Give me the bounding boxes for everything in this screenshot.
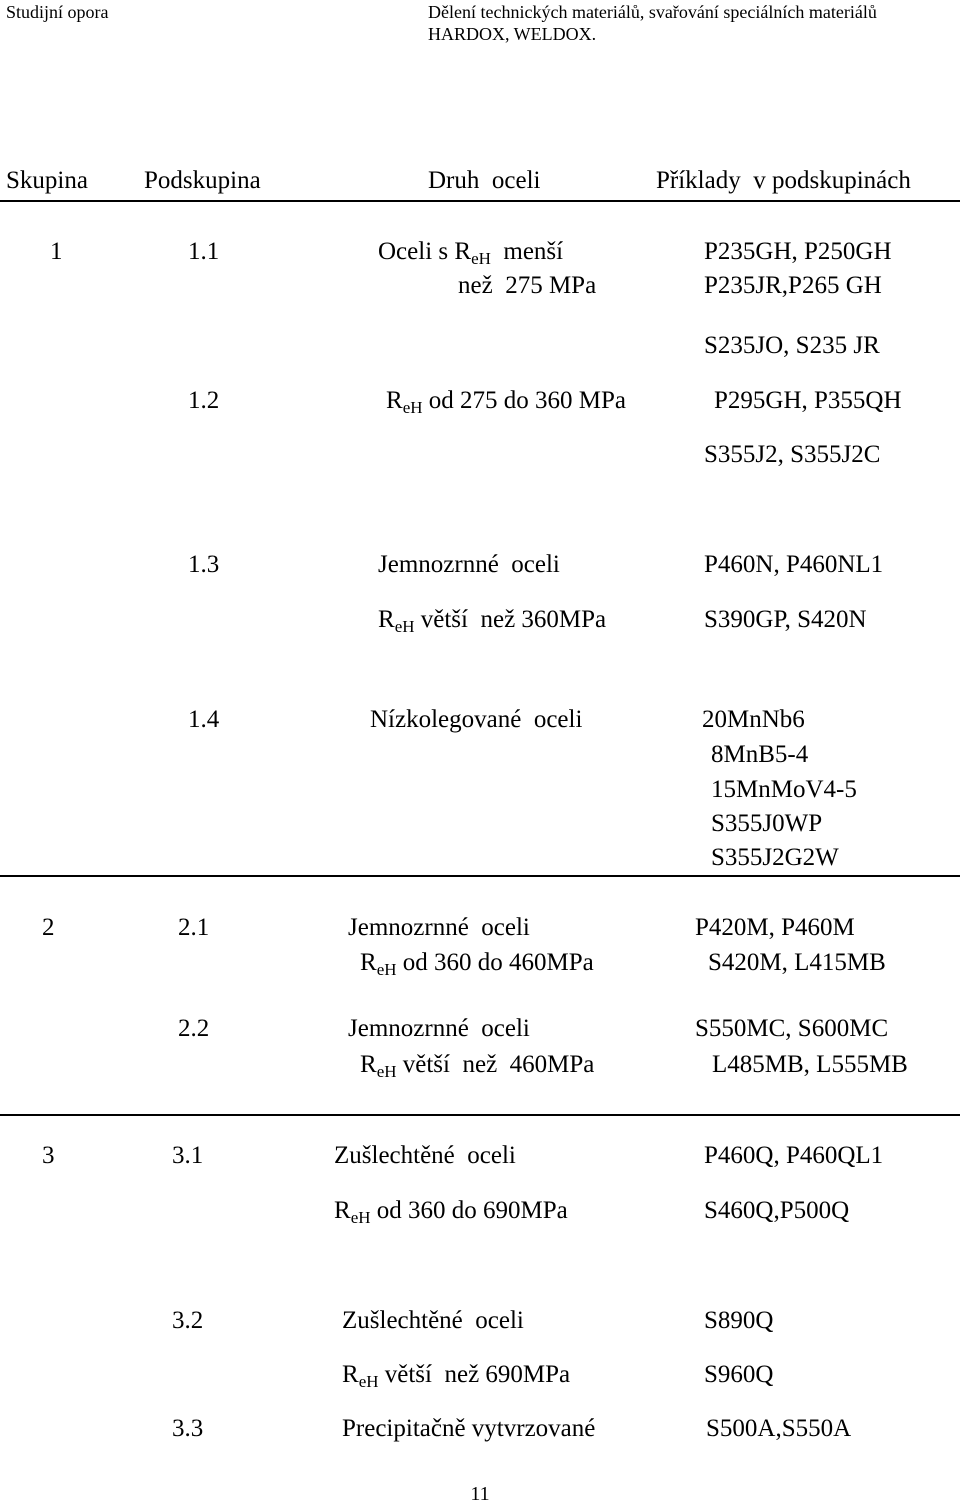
example-steels: 15MnMoV4-5 bbox=[711, 776, 857, 803]
steel-kind: Zušlechtěné oceli bbox=[342, 1307, 524, 1334]
example-steels: P460Q, P460QL1 bbox=[704, 1142, 884, 1169]
subgroup-number: 1.2 bbox=[188, 387, 220, 414]
steel-kind: Jemnozrnné oceli bbox=[378, 551, 560, 578]
header-rule bbox=[0, 200, 960, 202]
group-number: 2 bbox=[42, 914, 55, 941]
steel-kind: Zušlechtěné oceli bbox=[334, 1142, 516, 1169]
example-steels: S500A,S550A bbox=[706, 1415, 852, 1442]
steel-kind: Jemnozrnné oceli bbox=[348, 914, 530, 941]
steel-kind: Precipitačně vytvrzované bbox=[342, 1415, 596, 1442]
header-title-line1: Dělení technických materiálů, svařování speciálních materiálů bbox=[428, 2, 877, 22]
example-steels: S390GP, S420N bbox=[704, 606, 867, 633]
group-number: 1 bbox=[50, 238, 63, 265]
example-steels: S235JO, S235 JR bbox=[704, 332, 880, 359]
steel-kind: $R_{eH}$ větší než 690MPa bbox=[342, 1361, 571, 1391]
subgroup-number: 3.3 bbox=[172, 1415, 204, 1442]
example-steels: L485MB, L555MB bbox=[712, 1051, 908, 1078]
subgroup-number: 2.1 bbox=[178, 914, 210, 941]
example-steels: S355J0WP bbox=[711, 810, 823, 837]
subgroup-number: 2.2 bbox=[178, 1015, 210, 1042]
example-steels: 20MnNb6 bbox=[702, 706, 805, 733]
steel-kind: $R_{eH}$ od 275 do 360 MPa bbox=[386, 387, 626, 417]
example-steels: S355J2, S355J2C bbox=[704, 441, 881, 468]
col-header-examples: Příklady v podskupinách bbox=[656, 167, 911, 194]
example-steels: 8MnB5-4 bbox=[711, 741, 809, 768]
steel-kind: $R_{eH}$ větší než 460MPa bbox=[360, 1051, 595, 1081]
example-steels: P295GH, P355QH bbox=[714, 387, 902, 414]
example-steels: P460N, P460NL1 bbox=[704, 551, 884, 578]
page-number: 11 bbox=[470, 1483, 490, 1505]
steel-kind: $R_{eH}$ větší než 360MPa bbox=[378, 606, 607, 636]
example-steels: P420M, P460M bbox=[695, 914, 855, 941]
group-rule bbox=[0, 875, 960, 877]
subgroup-number: 3.1 bbox=[172, 1142, 204, 1169]
example-steels: S890Q bbox=[704, 1307, 774, 1334]
col-header-subgroup: Podskupina bbox=[144, 167, 261, 194]
subgroup-number: 1.3 bbox=[188, 551, 220, 578]
steel-kind: Oceli s $R_{eH}$ menší bbox=[378, 238, 564, 268]
subgroup-number: 1.4 bbox=[188, 706, 220, 733]
steel-kind: $R_{eH}$ od 360 do 460MPa bbox=[360, 949, 594, 979]
header-left: Studijní opora bbox=[6, 2, 109, 22]
subgroup-number: 3.2 bbox=[172, 1307, 204, 1334]
steel-kind: $R_{eH}$ od 360 do 690MPa bbox=[334, 1197, 568, 1227]
group-rule bbox=[0, 1114, 960, 1116]
subgroup-number: 1.1 bbox=[188, 238, 220, 265]
example-steels: S420M, L415MB bbox=[708, 949, 886, 976]
example-steels: S960Q bbox=[704, 1361, 774, 1388]
example-steels: P235JR,P265 GH bbox=[704, 272, 882, 299]
col-header-steel-kind: Druh oceli bbox=[428, 167, 541, 194]
group-number: 3 bbox=[42, 1142, 55, 1169]
example-steels: S550MC, S600MC bbox=[695, 1015, 889, 1042]
header-title-line2: HARDOX, WELDOX. bbox=[428, 24, 597, 44]
col-header-group: Skupina bbox=[6, 167, 88, 194]
example-steels: S355J2G2W bbox=[711, 844, 839, 871]
steel-kind: Nízkolegované oceli bbox=[370, 706, 583, 733]
example-steels: P235GH, P250GH bbox=[704, 238, 892, 265]
example-steels: S460Q,P500Q bbox=[704, 1197, 850, 1224]
steel-kind: Jemnozrnné oceli bbox=[348, 1015, 530, 1042]
steel-kind: než 275 MPa bbox=[458, 272, 597, 299]
